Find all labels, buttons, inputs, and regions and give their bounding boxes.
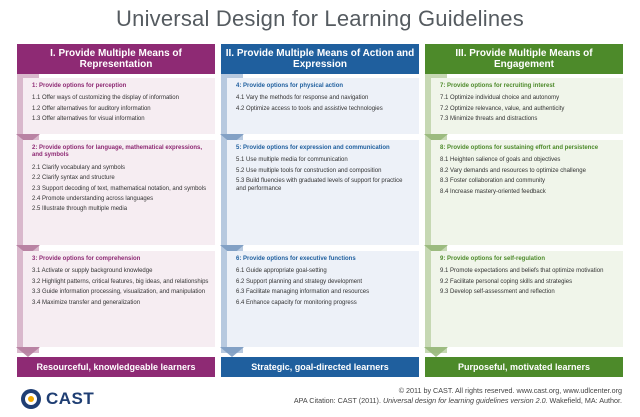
checkpoint: 6.4 Enhance capacity for monitoring progress [236,299,357,306]
citation-line [294,396,622,406]
checkpoint: 8.3 Foster collaboration and community [440,178,546,185]
guideline-title: 3: Provide options for comprehension [32,256,141,262]
checkpoint: 3.1 Activate or supply background knowledge [32,268,153,275]
column-header: II. Provide Multiple Means of Action and Expression [221,44,419,74]
checkpoint: 4.1 Vary the methods for response and navigation [236,95,369,102]
checkpoint: 9.3 Develop self-assessment and reflection [440,289,555,296]
citation-suffix: Wakefield, MA: Author. [547,396,622,405]
guideline-title: 2: Provide options for language, mathematical expressions, and symbols [32,145,203,159]
checkpoint: 8.1 Heighten salience of goals and objectives [440,157,561,164]
checkpoint: 7.1 Optimize individual choice and autonomy [440,95,560,102]
guideline-title: 4: Provide options for physical action [236,83,344,89]
checkpoint: 2.4 Promote understanding across languages [32,196,154,203]
down-arrow-icon [424,347,448,357]
checkpoint: 3.2 Highlight patterns, critical features, big ideas, and relationships [32,278,209,285]
checkpoint: 4.2 Optimize access to tools and assistive technologies [236,105,383,112]
guideline-title: 6: Provide options for executive functions [236,256,356,262]
column-engagement [425,44,623,372]
guideline-box [23,251,215,347]
guideline-box [431,140,623,245]
citation-title: Universal design for learning guidelines version 2.0. [382,396,548,405]
checkpoint: 5.2 Use multiple tools for construction and composition [236,167,382,174]
checkpoint: 8.4 Increase mastery-oriented feedback [440,188,546,195]
column-footer: Strategic, goal-directed learners [221,357,419,377]
guideline-title: 1: Provide options for perception [32,83,127,89]
column-footer: Resourceful, knowledgeable learners [17,357,215,377]
checkpoint: 9.1 Promote expectations and beliefs that optimize motivation [440,268,604,275]
column-body [17,74,215,353]
guideline-title: 7: Provide options for recruiting interest [440,83,555,89]
guideline-box [23,140,215,245]
checkpoint: 3.3 Guide information processing, visualization, and manipulation [32,289,206,296]
checkpoint: 6.2 Support planning and strategy development [236,278,363,285]
checkpoint: 9.2 Facilitate personal coping skills and strategies [440,278,573,285]
column-body [221,74,419,353]
checkpoint: 1.2 Offer alternatives for auditory information [32,105,151,112]
checkpoint: 5.1 Use multiple media for communication [236,157,348,164]
guideline-title: 9: Provide options for self-regulation [440,256,546,262]
checkpoint: 3.4 Maximize transfer and generalization [32,299,141,306]
checkpoint: 5.3 Build fluencies with graduated levels of support for practice and performance [236,178,403,192]
logo-text: CAST [46,389,95,408]
checkpoint: 2.5 Illustrate through multiple media [32,206,128,213]
cast-logo [20,388,94,410]
column-footer: Purposeful, motivated learners [425,357,623,377]
guideline-box [431,78,623,134]
checkpoint: 1.1 Offer ways of customizing the display of information [32,95,179,102]
checkpoint: 8.2 Vary demands and resources to optimize challenge [440,167,586,174]
column-header: III. Provide Multiple Means of Engagement [425,44,623,74]
page-title: Universal Design for Learning Guidelines [116,6,524,31]
guideline-box [23,78,215,134]
checkpoint: 2.1 Clarify vocabulary and symbols [32,164,126,171]
checkpoint: 6.1 Guide appropriate goal-setting [236,268,327,275]
column-body [425,74,623,353]
column-header: I. Provide Multiple Means of Representation [17,44,215,74]
credits [294,386,622,406]
checkpoint: 2.2 Clarify syntax and structure [32,175,115,182]
down-arrow-icon [220,347,244,357]
guideline-box [227,78,419,134]
guideline-title: 8: Provide options for sustaining effort and persistence [440,145,599,151]
citation-prefix: APA Citation: CAST (2011). [293,396,383,405]
guideline-box [227,140,419,245]
checkpoint: 6.3 Facilitate managing information and resources [236,289,370,296]
column-action-expression [221,44,419,372]
checkpoint: 2.3 Support decoding of text, mathematical notation, and symbols [32,185,207,192]
column-representation [17,44,215,372]
guideline-title: 5: Provide options for expression and communication [236,145,390,151]
guideline-box [227,251,419,347]
checkpoint: 1.3 Offer alternatives for visual information [32,116,145,123]
checkpoint: 7.3 Minimize threats and distractions [440,116,538,123]
copyright-line: © 2011 by CAST. All rights reserved. www.cast.org, www.udlcenter.org [398,386,622,395]
guideline-box [431,251,623,347]
cast-logo-icon [20,388,42,410]
checkpoint: 7.2 Optimize relevance, value, and authenticity [440,105,565,112]
down-arrow-icon [16,347,40,357]
